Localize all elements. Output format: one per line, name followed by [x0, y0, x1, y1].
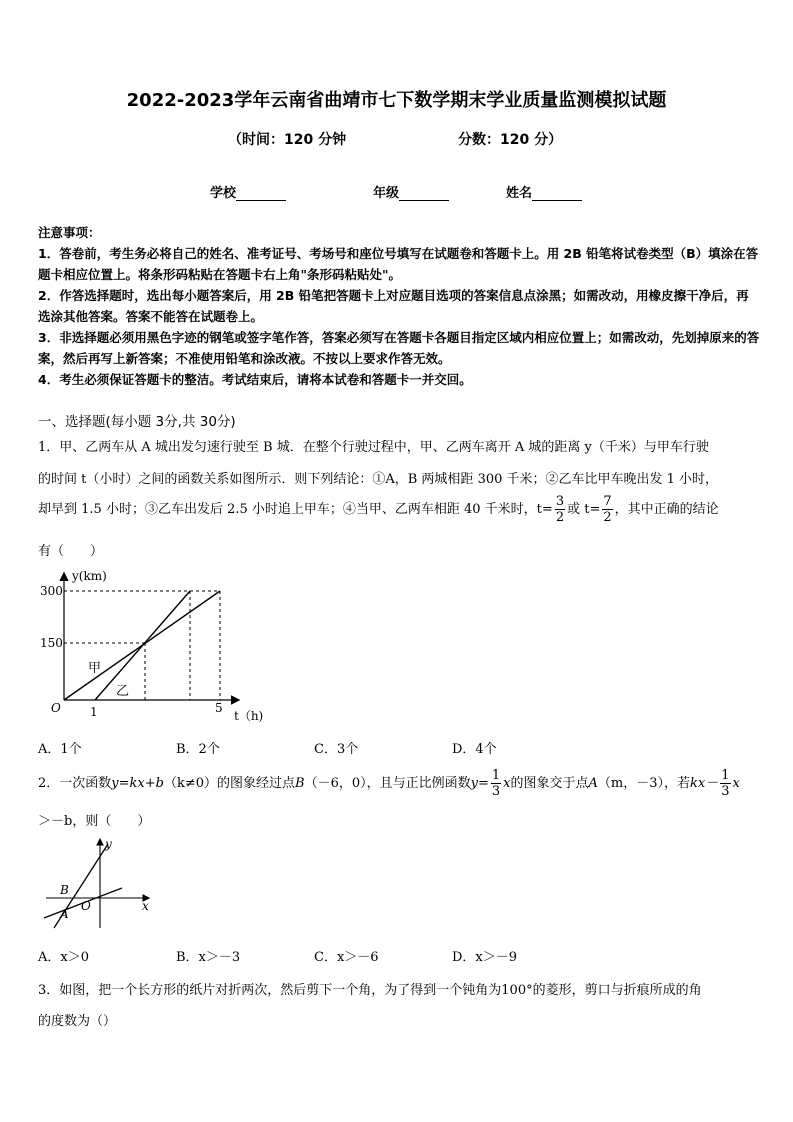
- q1-line3: [38, 494, 719, 525]
- q3-line1: 3．如图，把一个长方形的纸片对折两次，然后剪下一个角，为了得到一个钝角为100°的菱形，剪口与折痕所成的角: [38, 983, 702, 998]
- fraction-denominator: 2: [555, 510, 565, 525]
- point-b-label: B: [60, 883, 69, 897]
- q2-option-a: A．x＞0: [38, 950, 89, 965]
- tick-150: 150: [40, 636, 63, 650]
- fraction-numerator: 3: [555, 494, 565, 509]
- q1-option-c: C．3个: [314, 742, 359, 757]
- fraction-numerator: 7: [603, 494, 612, 509]
- fraction-numerator: 1: [721, 768, 730, 783]
- name-field: [506, 182, 582, 201]
- notes-heading: 注意事项：: [38, 225, 101, 240]
- q2-point-b: B: [295, 776, 305, 791]
- score-label: 分数：120 分）: [458, 132, 563, 148]
- y-axis-label: y(km): [72, 569, 107, 583]
- q2-option-b: B．x＞－3: [176, 950, 241, 965]
- t-axis-label: t（h): [234, 709, 264, 723]
- page-title: 2022-2023学年云南省曲靖市七下数学期末学业质量监测模拟试题: [126, 90, 667, 111]
- q2-option-c: C．x＞－6: [314, 950, 379, 965]
- q1-option-b: B．2个: [176, 742, 220, 757]
- fraction-denominator: 3: [491, 784, 501, 799]
- q2-linear-graph: [36, 834, 156, 934]
- q1-line1: 1．甲、乙两车从 A 城出发匀速行驶至 B 城．在整个行驶过程中，甲、乙两车离开 A 城的距离 y（千米）与甲车行驶: [38, 440, 709, 455]
- q1-line2: 的时间 t（小时）之间的函数关系如图所示．则下列结论：①A，B 两城相距 300 千米；②乙车比甲车晚出发 1 小时，: [38, 472, 719, 487]
- q2-text: （－6，0），且与正比例函数: [304, 776, 471, 791]
- yi-label: 乙: [116, 684, 130, 699]
- tick-300: 300: [40, 584, 63, 598]
- notes-item: 3．非选择题必须用黑色字迹的钢笔或签字笔作答，答案必须写在答题卡各题目指定区域内相应位置上；如需改动，先划掉原来的答案，然后再写上新答案；不准使用铅笔和涂改液。不按以上要求作答无效。: [38, 330, 760, 366]
- name-blank: [532, 188, 582, 201]
- q2-point-a: A: [588, 776, 598, 791]
- q1-line3-text: 却早到 1.5 小时；③乙车出发后 2.5 小时追上甲车；④当甲、乙两车相距 40 千米时，t=: [38, 502, 553, 517]
- q3-line2: 的度数为（）: [38, 1014, 117, 1029]
- q1-line4: 有（ ）: [38, 544, 104, 559]
- fraction-7-2: [602, 494, 612, 525]
- q2-text: 2．一次函数: [38, 776, 112, 791]
- q2-text: （m，－3），若: [597, 776, 690, 791]
- time-label: （时间：120 分钟: [228, 132, 347, 148]
- q2-kx: kx－: [690, 776, 719, 791]
- q1-or-text: 或 t=: [567, 502, 601, 517]
- school-label: 学校: [210, 186, 237, 201]
- section-heading: 一、选择题(每小题 3分,共 30分): [38, 414, 236, 430]
- notes-item: 1．答卷前，考生务必将自己的姓名、准考证号、考场号和座位号填写在试题卷和答题卡上。用 2B 铅笔将试卷类型（B）填涂在答题卡相应位置上。将条形码粘贴在答题卡右上角"条形码粘贴处"。: [38, 246, 759, 282]
- fraction-1-3: [720, 768, 730, 799]
- school-blank: [236, 188, 286, 201]
- name-label: 姓名: [506, 186, 533, 201]
- q2-line1: [38, 768, 740, 799]
- y-label: y: [105, 837, 112, 851]
- q2-x: x: [732, 776, 740, 791]
- fraction-numerator: 1: [491, 768, 501, 783]
- q2-text: 的图象交于点: [510, 776, 589, 791]
- notes-block: [38, 222, 760, 390]
- yi-line: [95, 591, 190, 700]
- q2-line2: ＞－b，则（ ）: [38, 814, 151, 829]
- q1-option-a: A．1个: [38, 742, 82, 757]
- grade-label: 年级: [373, 186, 400, 201]
- tick-1: 1: [90, 705, 98, 719]
- q2-x: x: [503, 776, 511, 791]
- q1-distance-time-graph: [36, 566, 276, 726]
- origin-label: O: [51, 701, 61, 715]
- notes-item: 4．考生必须保证答题卡的整洁。考试结束后，请将本试卷和答题卡一并交回。: [38, 372, 472, 387]
- point-a-label: A: [60, 907, 69, 921]
- q1-option-d: D．4个: [452, 742, 497, 757]
- origin-label: O: [81, 899, 91, 913]
- grade-field: [373, 182, 449, 201]
- fraction-3-2: [555, 494, 565, 525]
- q2-function: y=kx+b: [111, 776, 164, 791]
- notes-item: 2．作答选择题时，选出每小题答案后，用 2B 铅笔把答题卡上对应题目选项的答案信息点涂黑；如需改动，用橡皮擦干净后，再选涂其他答案。答案不能答在试题卷上。: [38, 288, 749, 324]
- q2-option-d: D．x＞－9: [452, 950, 518, 965]
- q2-y-eq: y=: [470, 776, 489, 791]
- fraction-denominator: 3: [721, 784, 730, 799]
- tick-5: 5: [215, 701, 223, 715]
- q1-line3-tail: ，其中正确的结论: [614, 502, 719, 517]
- x-label: x: [142, 899, 149, 913]
- grade-blank: [399, 188, 449, 201]
- q2-text: （k≠0）的图象经过点: [163, 776, 295, 791]
- jia-label: 甲: [88, 661, 102, 676]
- fraction-1-3: [491, 768, 501, 799]
- fraction-denominator: 2: [603, 510, 612, 525]
- school-field: [210, 182, 286, 201]
